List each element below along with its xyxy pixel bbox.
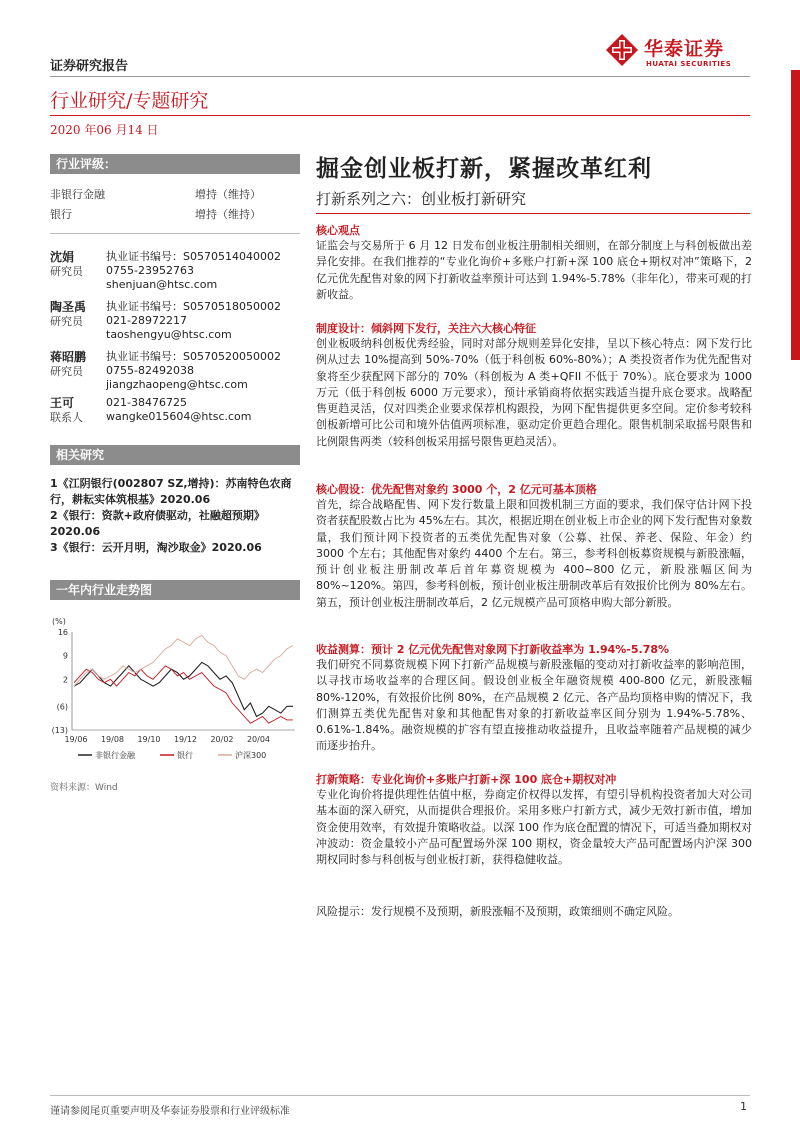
- section-text: 专业化询价将提供理性估值中枢，券商定价权得以发挥，有望引导机构投资者加大对公司基本面的深入研究，从而提供合理报价。采用多账户打新方式，减少无效打新市值，增加资金使用效率，有效提升策略收益。以深 100 作为底仓配置的情况下，可适当叠加期权对冲波动：资金量较小产品可配置场外深 100 期权，资金量较大产品可配置场内沪深 300 期权同时参与科创板与创业板打新，获得稳健收益。: [316, 788, 752, 867]
- analyst-name: 蒋昭鹏: [50, 350, 87, 364]
- chart-header: 一年内行业走势图: [50, 580, 300, 600]
- analyst-card: [50, 300, 300, 346]
- analyst-role: 研究员: [50, 265, 83, 278]
- related-header: 相关研究: [50, 445, 300, 465]
- report-category: 行业研究/专题研究: [50, 90, 209, 112]
- logo-mark-icon: [606, 34, 638, 66]
- section-heading: 制度设计：倾斜网下发行，关注六大核心特征: [316, 322, 536, 335]
- section-heading: 核心观点: [316, 224, 360, 237]
- section-text: 证监会与交易所于 6 月 12 日发布创业板注册制相关细则，在部分制度上与科创板做出差异化安排。在我们推荐的“专业化询价+多账户打新+深 100 底仓+期权对冲”策略下，2 亿元优先配售对象的网下打新收益率预计可达到 1.94%-5.78%（非年化），带来可观的打新收益。: [316, 239, 752, 301]
- related-item[interactable]: 2《银行：资款+政府债驱动，社融超预期》2020.06: [50, 509, 265, 538]
- red-side-bar: [791, 70, 800, 360]
- analyst-email[interactable]: taoshengyu@htsc.com: [106, 328, 232, 341]
- x-tick-label: 20/02: [210, 735, 234, 744]
- rating-value: 增持（维持）: [195, 208, 261, 221]
- analyst-phone: 021-28972217: [106, 314, 187, 327]
- category-divider: [50, 115, 750, 116]
- section-text: 我们研究不同募资规模下网下打新产品规模与新股涨幅的变动对打新收益率的影响范围，以寻找市场收益率的合理区间。假设创业板全年融资规模 400-800 亿元，新股涨幅 80%-120%，有效报价比例 80%，在产品规模 2 亿元、各产品均顶格申购的情况下，我们测算五类优先配售对象和其他配售对象的打新收益率区间分别为 1.94%-5.78%、0.61%-1.84%。融资规模的扩容有望直接推动收益提升，且收益率随着产品规模的减少而逐步抬升。: [316, 658, 752, 753]
- related-item[interactable]: 3《银行：云开月明，淘沙取金》2020.06: [50, 541, 262, 554]
- y-tick-label: 16: [57, 628, 68, 637]
- analyst-card: [50, 350, 300, 396]
- analyst-info: [106, 250, 281, 292]
- analyst-license: 执业证书编号：S0570520050002: [106, 350, 281, 363]
- analyst-email[interactable]: jiangzhaopeng@htsc.com: [106, 378, 248, 391]
- x-tick-label: 19/10: [137, 735, 161, 744]
- section-heading: 收益测算：预计 2 亿元优先配售对象网下打新收益率为 1.94%-5.78%: [316, 643, 670, 656]
- footer-divider: [50, 1095, 750, 1096]
- analyst-phone: 0755-82492038: [106, 364, 194, 377]
- x-tick-label: 19/08: [100, 735, 125, 744]
- page-title: 掘金创业板打新，紧握改革红利: [316, 155, 652, 182]
- rating-row: [50, 186, 300, 202]
- rating-value: 增持（维持）: [195, 188, 261, 201]
- rating-industry: 非银行金融: [50, 188, 105, 201]
- analyst-name: 王可: [50, 396, 75, 410]
- analyst-phone: 021-38476725: [106, 396, 187, 409]
- analyst-license: 执业证书编号：S0570518050002: [106, 300, 281, 313]
- divider: [50, 233, 300, 234]
- analyst-name: 陶圣禹: [50, 300, 87, 314]
- analyst-phone: 0755-23952763: [106, 264, 194, 277]
- analyst-card: [50, 396, 300, 428]
- y-tick-label: 2: [62, 675, 68, 685]
- company-logo: [606, 34, 751, 74]
- section-text: 创业板吸纳科创板优秀经验，同时对部分规则差异化安排，呈以下核心特点：网下发行比例从过去 10%提高到 50%-70%（低于科创板 60%-80%）；A 类投资者作为优先配售对象将至少获配网下部分的 70%（科创板为 A 类+QFII 不低于 70%）。底仓要求为 1000 万元（低于科创板 6000 万元要求），预计承销商将依据实践适当提升底仓要求。战略配售更趋灵活，仅对四类企业要求保荐机构跟投，为网下配售提供更多空间。定价参考较科创板新增可比公司和境外估值两项标准，驱动定价更趋合理化。限售机制采取摇号限售和比例限售两类（较科创板采用摇号限售更趋灵活）。: [316, 337, 752, 448]
- x-tick-label: 19/06: [64, 735, 88, 744]
- y-axis-unit: (%): [52, 617, 66, 626]
- legend-label: 沪深300: [235, 751, 267, 760]
- rating-industry: 银行: [50, 208, 72, 221]
- legend-label: 银行: [177, 751, 193, 760]
- x-tick-label: 19/12: [173, 735, 198, 744]
- rating-header: 行业评级：: [50, 154, 300, 174]
- section-heading: 核心假设：优先配售对象约 3000 个，2 亿元可基本顶格: [316, 483, 597, 496]
- analyst-role: 研究员: [50, 365, 83, 378]
- analyst-info: [106, 300, 281, 342]
- analyst-info: [106, 396, 251, 424]
- footer-disclaimer[interactable]: 谨请参阅尾页重要声明及华泰证券股票和行业评级标准: [50, 1106, 290, 1117]
- page-subtitle: 打新系列之六：创业板打新研究: [316, 190, 527, 208]
- related-item[interactable]: 1《江阴银行(002807 SZ,增持)：苏南特色农商行，耕耘实体筑根基》2020.06: [50, 477, 292, 506]
- logo-text-en: HUATAI SECURITIES: [646, 60, 732, 68]
- section-heading: 打新策略：专业化询价+多账户打新+深 100 底仓+期权对冲: [316, 773, 617, 786]
- rating-row: [50, 206, 300, 222]
- analyst-license: 执业证书编号：S0570514040002: [106, 250, 281, 263]
- header-divider: [50, 76, 750, 77]
- chart-source: 资料来源：Wind: [50, 783, 118, 793]
- subtitle-divider: [316, 213, 750, 214]
- analyst-role: 研究员: [50, 315, 83, 328]
- analyst-name: 沈娟: [50, 250, 75, 264]
- x-tick-label: 20/04: [246, 735, 271, 744]
- industry-trend-chart: [50, 612, 300, 772]
- analyst-card: [50, 250, 300, 296]
- analyst-role: 联系人: [50, 411, 83, 424]
- related-list: [50, 476, 300, 556]
- analyst-email[interactable]: wangke015604@htsc.com: [106, 410, 252, 423]
- y-tick-label: (6): [56, 702, 68, 712]
- series-line-1: [74, 662, 293, 716]
- risk-warning: 风险提示：发行规模不及预期，新股涨幅不及预期，政策细则不确定风险。: [316, 905, 679, 918]
- analyst-email[interactable]: shenjuan@htsc.com: [106, 278, 218, 291]
- logo-text-cn: 华泰证券: [644, 38, 725, 60]
- report-type: 证券研究报告: [50, 59, 129, 74]
- report-date: 2020 年06 月14 日: [50, 123, 159, 137]
- section-text: 首先，综合战略配售、网下发行数量上限和回拨机制三方面的要求，我们保守估计网下投资者获配股数占比为 45%左右。其次，根据近期在创业板上市企业的网下发行配售对象数量，我们预计网下投资者的五类优先配售对象（公募、社保、养老、保险、年金）约 3000 个左右；其他配售对象约 4400 个左右。第三，参考科创板募资规模与新股涨幅，预计创业板注册制改革后首年募资规模为 400~800 亿元，新股涨幅区间为 80%~120%。第四，参考科创板，预计创业板注册制改革后有效报价比例为 80%左右。第五，预计创业板注册制改革后，2 亿元规模产品可顶格申购大部分新股。: [316, 498, 752, 609]
- page-number: 1: [740, 1100, 747, 1113]
- analyst-info: [106, 350, 281, 392]
- y-tick-label: 9: [62, 651, 68, 661]
- legend-label: 非银行金融: [95, 751, 135, 760]
- y-tick-label: (13): [51, 726, 68, 735]
